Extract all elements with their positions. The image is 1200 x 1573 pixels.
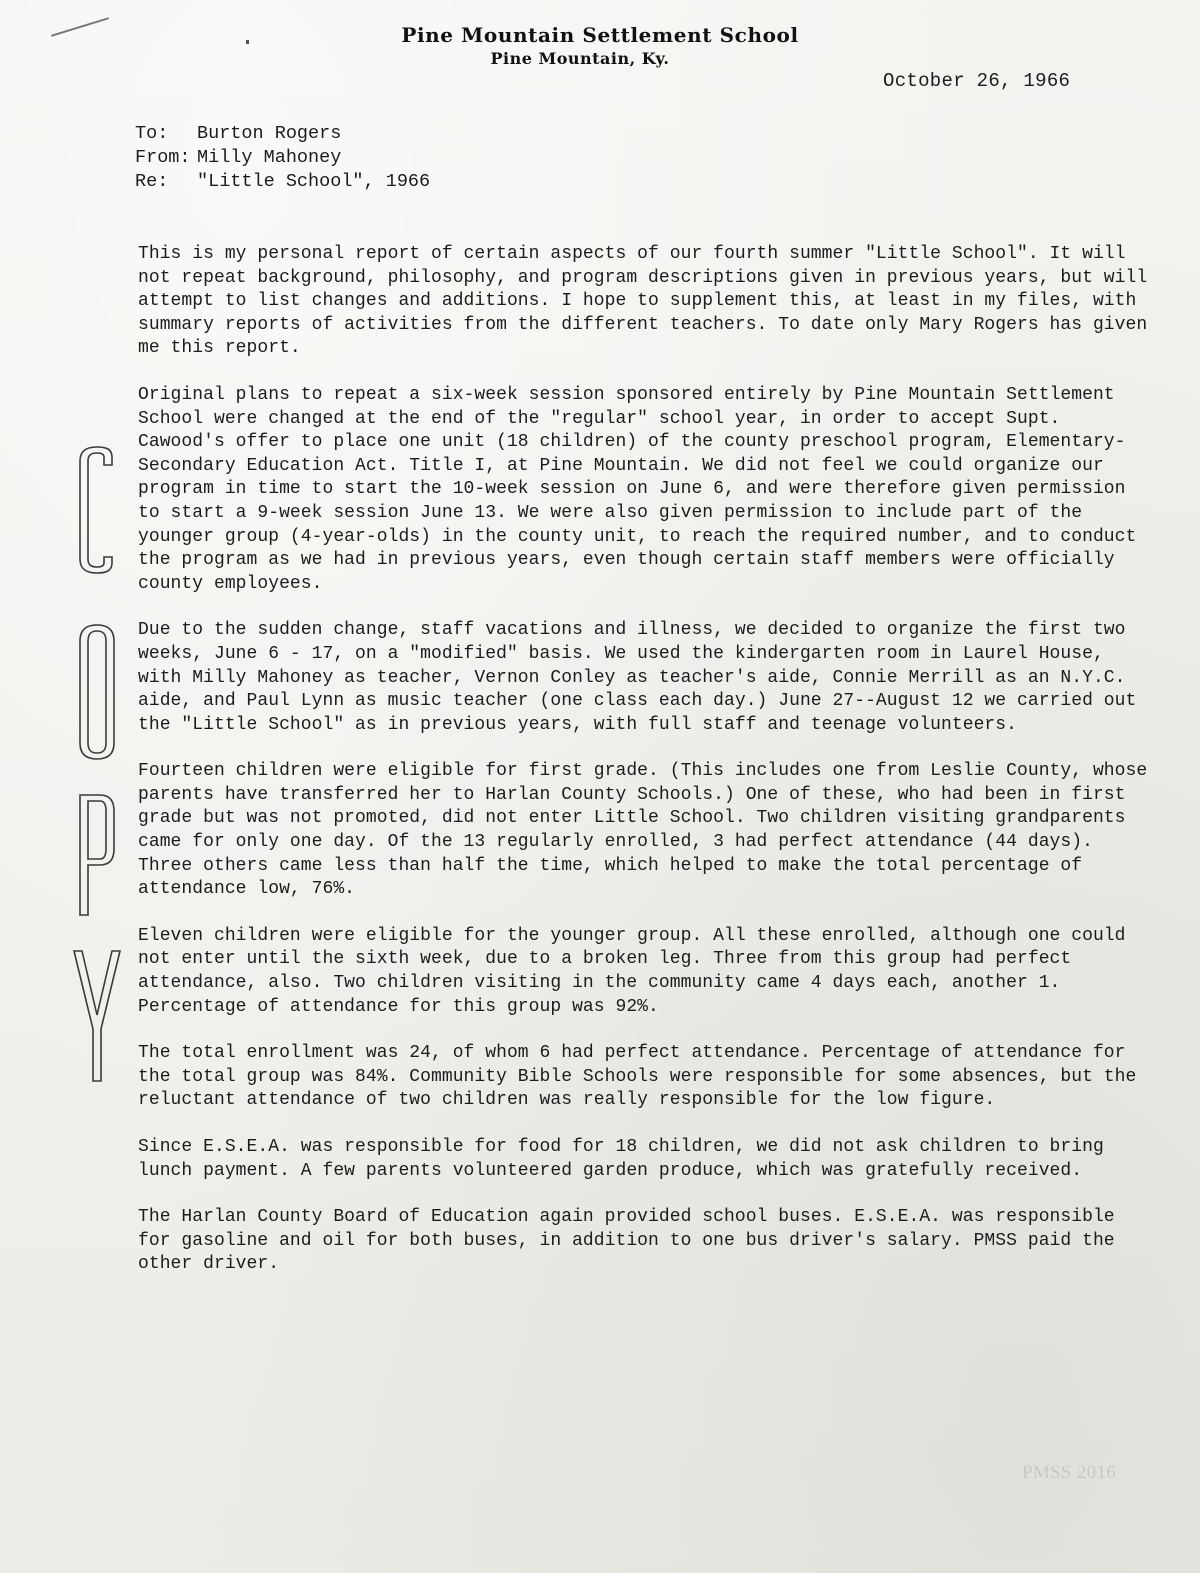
copy-stamp-letter-y: [74, 951, 120, 1081]
letterhead-location: Pine Mountain, Ky.: [490, 49, 670, 68]
paragraph-original-plans: Original plans to repeat a six-week session sponsored entirely by Pine Mountain Settlement School were changed at the end of the "regular" school year, in order to accept Supt. Cawood's offer to place one unit (18 children) of the county preschool program, Elementary-Secondary Education Act. Title I, at Pine Mountain. We did not feel we could organize our program in time to start the 10-week session on June 6, and were therefore given permission to start a 9-week session June 13. We were also given permission to include part of the younger group (4-year-olds) in the county unit, to reach the required number, and to conduct the program as we had in previous years, even though certain staff members were officially county employees.: [138, 384, 1137, 594]
paragraph-sudden-change: Due to the sudden change, staff vacations and illness, we decided to organize the first two weeks, June 6 - 17, on a "modified" basis. We used the kindergarten room in Laurel House, with Milly Mahoney as teacher, Vernon Conley as teacher's aide, Connie Merrill as an N.Y.C. aide, and Paul Lynn as music teacher (one class each day.) June 27--August 12 we carried out the "Little School" as in previous years, with full staff and teenage volunteers.: [138, 620, 1137, 735]
letterhead: [340, 22, 860, 70]
memo-re-value: "Little School", 1966: [197, 171, 431, 192]
paragraph-total-enrollment: The total enrollment was 24, of whom 6 had perfect attendance. Percentage of attendance for the total group was 84%. Community Bible Schools were responsible for some absences, but the reluctant attendance of two children was really responsible for the low figure.: [138, 1043, 1137, 1111]
paragraph-younger-group: Eleven children were eligible for the younger group. All these enrolled, although one could not enter until the sixth week, due to a broken leg. Three from this group had perfect attendance, also. Two children visiting in the community came 4 days each, another 1. Percentage of attendance for this group was 92%.: [138, 925, 1126, 1017]
copy-stamp: [70, 445, 125, 1085]
paragraph-first-grade: Fourteen children were eligible for first grade. (This includes one from Leslie County, whose parents have transferred her to Harlan County Schools.) One of these, who had been in first grade but was not promoted, did not enter Little School. Two children visiting grandparents came for only one day. Of the 13 regularly enrolled, 3 had perfect attendance (44 days). Three others came less than half the time, which helped to make the total percentage of attendance low, 76%.: [138, 761, 1148, 900]
memo-re-label: Re:: [135, 171, 169, 192]
paragraph-buses: The Harlan County Board of Education again provided school buses. E.S.E.A. was responsible for gasoline and oil for both buses, in addition to one bus driver's salary. PMSS paid the other driver.: [138, 1207, 1115, 1275]
memo-to-label: To:: [135, 123, 169, 144]
letterhead-organization: Pine Mountain Settlement School: [401, 23, 799, 47]
memo-to-value: Burton Rogers: [197, 123, 342, 144]
letter-date: October 26, 1966: [883, 70, 1071, 92]
memo-from-label: From:: [135, 147, 191, 168]
paragraph-intro: This is my personal report of certain aspects of our fourth summer "Little School". It will not repeat background, philosophy, and program descriptions given in previous years, but will attempt to list changes and additions. I hope to supplement this, at least in my files, with summary reports of activities from the different teachers. To date only Mary Rogers has given me this report.: [138, 244, 1148, 359]
memo-from-row: [135, 146, 430, 170]
archive-watermark: PMSS 2016: [1022, 1462, 1117, 1483]
memo-from-value: Milly Mahoney: [197, 147, 342, 168]
copy-stamp-letter-o: [80, 625, 114, 759]
letter-body: [138, 243, 1158, 1300]
ink-speck: [246, 40, 249, 44]
copy-stamp-letter-c: [80, 447, 112, 573]
copy-stamp-letter-p: [80, 795, 114, 915]
corner-fold-mark: [51, 17, 109, 36]
copy-stamp-graphic: [70, 445, 125, 1085]
memo-re-row: [135, 170, 430, 194]
paragraph-food: Since E.S.E.A. was responsible for food for 18 children, we did not ask children to bring lunch payment. A few parents volunteered garden produce, which was gratefully received.: [138, 1137, 1104, 1181]
memo-header: [135, 122, 430, 194]
memo-to-row: [135, 122, 430, 146]
